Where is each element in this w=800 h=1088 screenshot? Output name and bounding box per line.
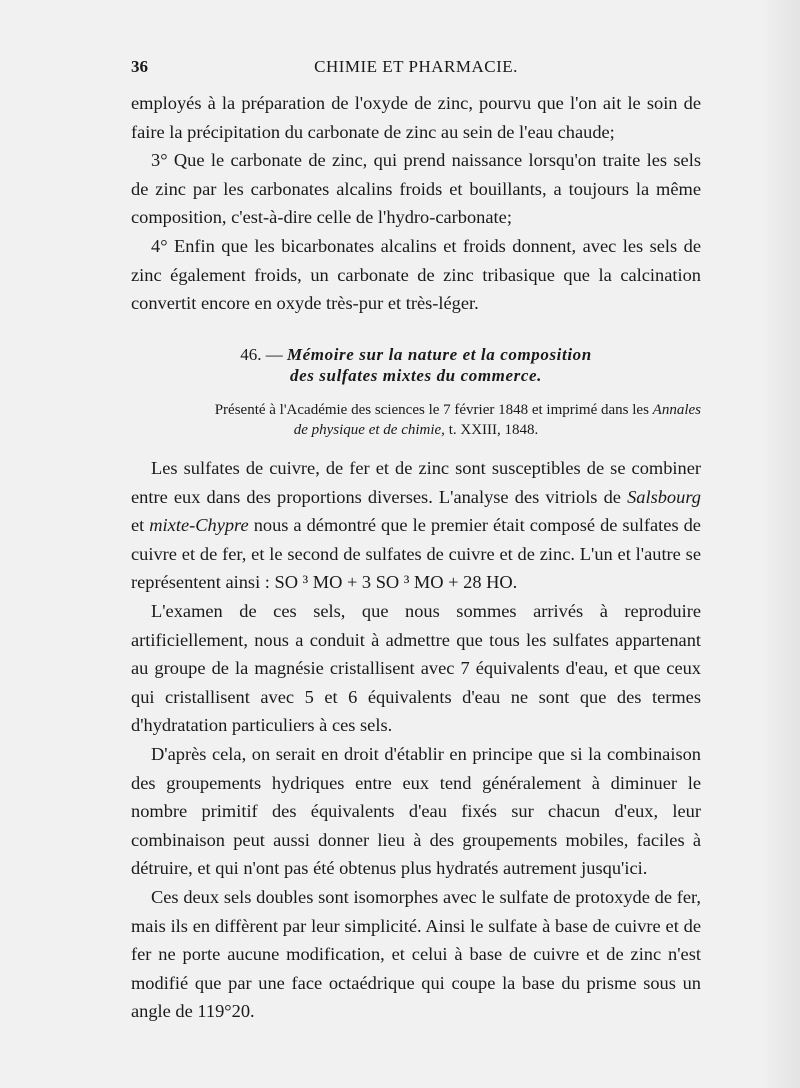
paragraph-apres-cela: D'après cela, on serait en droit d'établir en principe que si la combinaison des groupements hydriques entre eux tend généralement à diminuer le nombre primitif des équivalents d'eau fixés sur chacun d'eux, leur combinaison peut aussi donner lieu à des groupements mobiles, faciles à détruire, et qui n'ont pas été obtenus plus hydratés autrement jusqu'ici. xyxy=(131,743,701,879)
section-number: 46. — xyxy=(240,345,283,364)
note-journal-2: de physique et de chimie, xyxy=(293,422,445,438)
p1-italic-salsbourg: Salsbourg xyxy=(627,486,701,507)
paragraph-examen: L'examen de ces sels, que nous sommes arrivés à reproduire artificiellement, nous a conduit à admettre que tous les sulfates appartenant au groupe de la magnésie cristallisent avec 7 équivalents d'eau, et que ceux qui cristallisent avec 5 et 6 équivalents d'eau ne sont que des termes d'hydratation particuliers à ces sels. xyxy=(131,600,701,736)
section-title-line-2: des sulfates mixtes du commerce. xyxy=(290,366,542,385)
p1-text-2: et xyxy=(131,515,145,536)
running-title: CHIMIE ET PHARMACIE. xyxy=(314,57,518,76)
page-number: 36 xyxy=(131,57,148,76)
p1-text-1: Les sulfates de cuivre, de fer et de zinc sont susceptibles de se combiner entre eux dans des proportions diverses. L'analyse des vitriols de xyxy=(131,458,701,507)
note-text-1: Présenté à l'Académie des sciences le 7 février 1848 et imprimé dans les xyxy=(214,402,649,418)
paragraph-sulfates xyxy=(131,454,701,597)
note-text-2: t. XXIII, 1848. xyxy=(448,422,539,438)
section-title-line-1: Mémoire sur la nature et la composition xyxy=(286,345,592,364)
publication-note xyxy=(131,400,701,440)
top-text-block xyxy=(131,89,701,318)
section-heading xyxy=(131,344,701,386)
paragraph-continued: employés à la préparation de l'oxyde de zinc, pourvu que l'on ait le soin de faire la précipitation du carbonate de zinc au sein de l'eau chaude; xyxy=(131,93,701,142)
paragraph-item-3: 3° Que le carbonate de zinc, qui prend naissance lorsqu'on traite les sels de zinc par les carbonates alcalins froids et bouillants, a toujours la même composition, c'est-à-dire celle de l'hydro-carbonate; xyxy=(131,150,701,228)
paragraph-item-4: 4° Enfin que les bicarbonates alcalins et froids donnent, avec les sels de zinc également froids, un carbonate de zinc tribasique que la calcination convertit encore en oxyde très-pur et très-léger. xyxy=(131,235,701,314)
p1-text-3: nous a démontré que le premier était composé de sulfates de cuivre et de fer, et le second de sulfates de cuivre et de zinc. L'un et l'autre se représentent ainsi : SO ³ MO + 3 SO ³ MO + 28 HO. xyxy=(131,515,701,593)
paragraph-sels-doubles: Ces deux sels doubles sont isomorphes avec le sulfate de protoxyde de fer, mais ils en diffèrent par leur simplicité. Ainsi le sulfate à base de cuivre et de fer ne porte aucune modification, et celui à base de cuivre et de zinc n'est modifié que par une face octaédrique qui coupe la base du prisme sous un angle de 119°20. xyxy=(131,886,701,1022)
main-text-block xyxy=(131,454,701,1026)
note-journal-1: Annales xyxy=(652,402,701,418)
p1-italic-chypre: mixte-Chypre xyxy=(149,515,249,536)
page-header xyxy=(131,55,701,79)
